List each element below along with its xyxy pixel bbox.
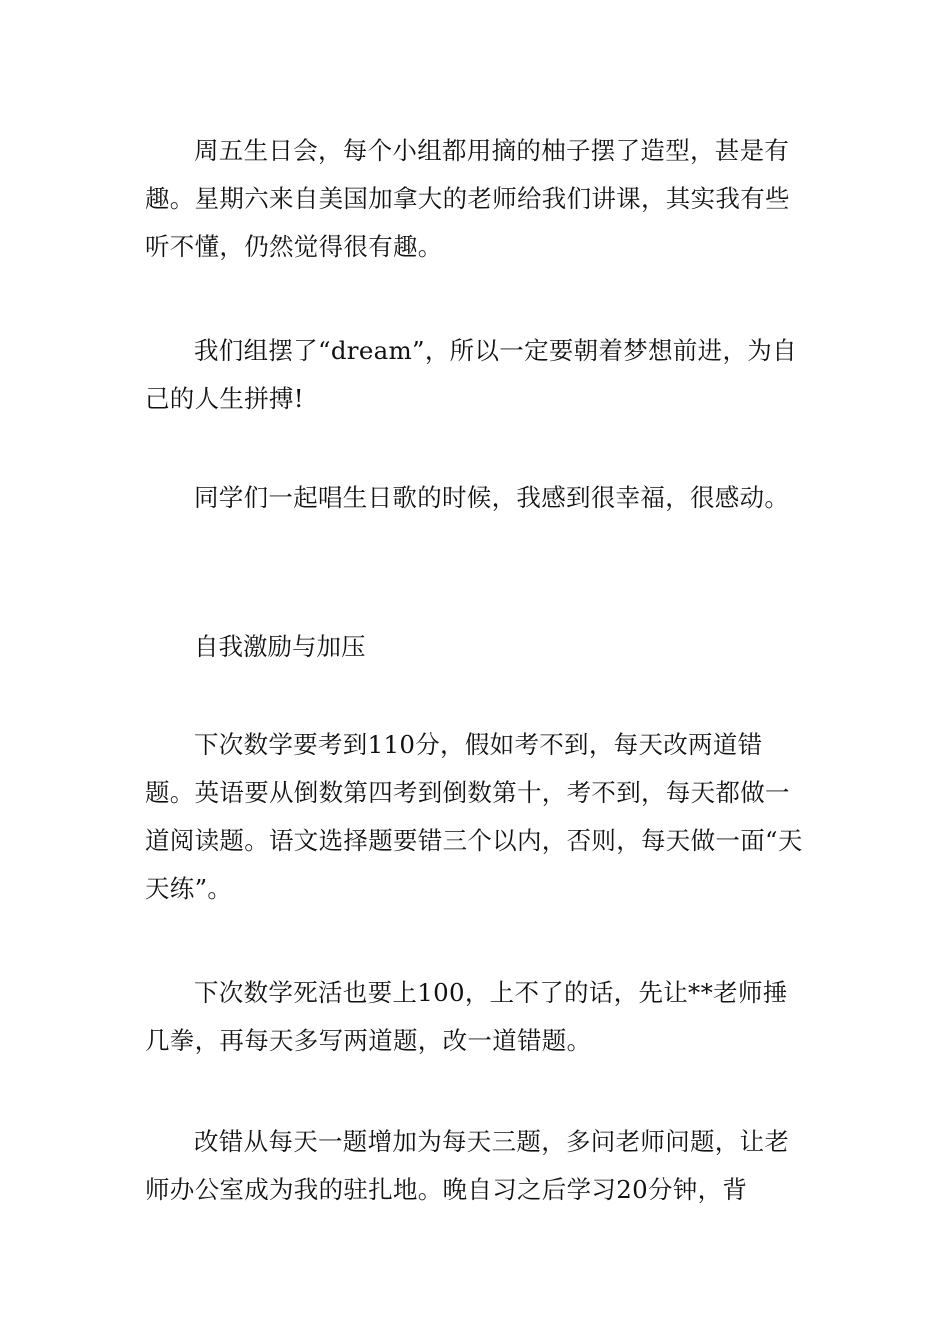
paragraph-study-goals: 下次数学要考到110分，假如考不到，每天改两道错题。英语要从倒数第四考到倒数第十，考不到，每天都做一道阅读题。语文选择题要错三个以内，否则，每天做一面“天天练”。 (145, 730, 803, 903)
paragraph-error-correction: 改错从每天一题增加为每天三题，多问老师问题，让老师办公室成为我的驻扎地。晚自习之后学习20分钟，背 (145, 1127, 790, 1204)
section-title: 自我激励与加压 (194, 632, 366, 661)
paragraph-dream: 我们组摆了“dream”，所以一定要朝着梦想前进，为自己的人生拼搏! (145, 336, 797, 413)
paragraph-birthday-song: 同学们一起唱生日歌的时候，我感到很幸福，很感动。 (194, 483, 790, 512)
paragraph-birthday-party: 周五生日会，每个小组都用摘的柚子摆了造型，甚是有趣。星期六来自美国加拿大的老师给我们讲课，其实我有些听不懂，仍然觉得很有趣。 (145, 136, 790, 261)
paragraph-math-goal: 下次数学死活也要上100，上不了的话，先让**老师捶几拳，再每天多写两道题，改一道错题。 (145, 978, 788, 1055)
